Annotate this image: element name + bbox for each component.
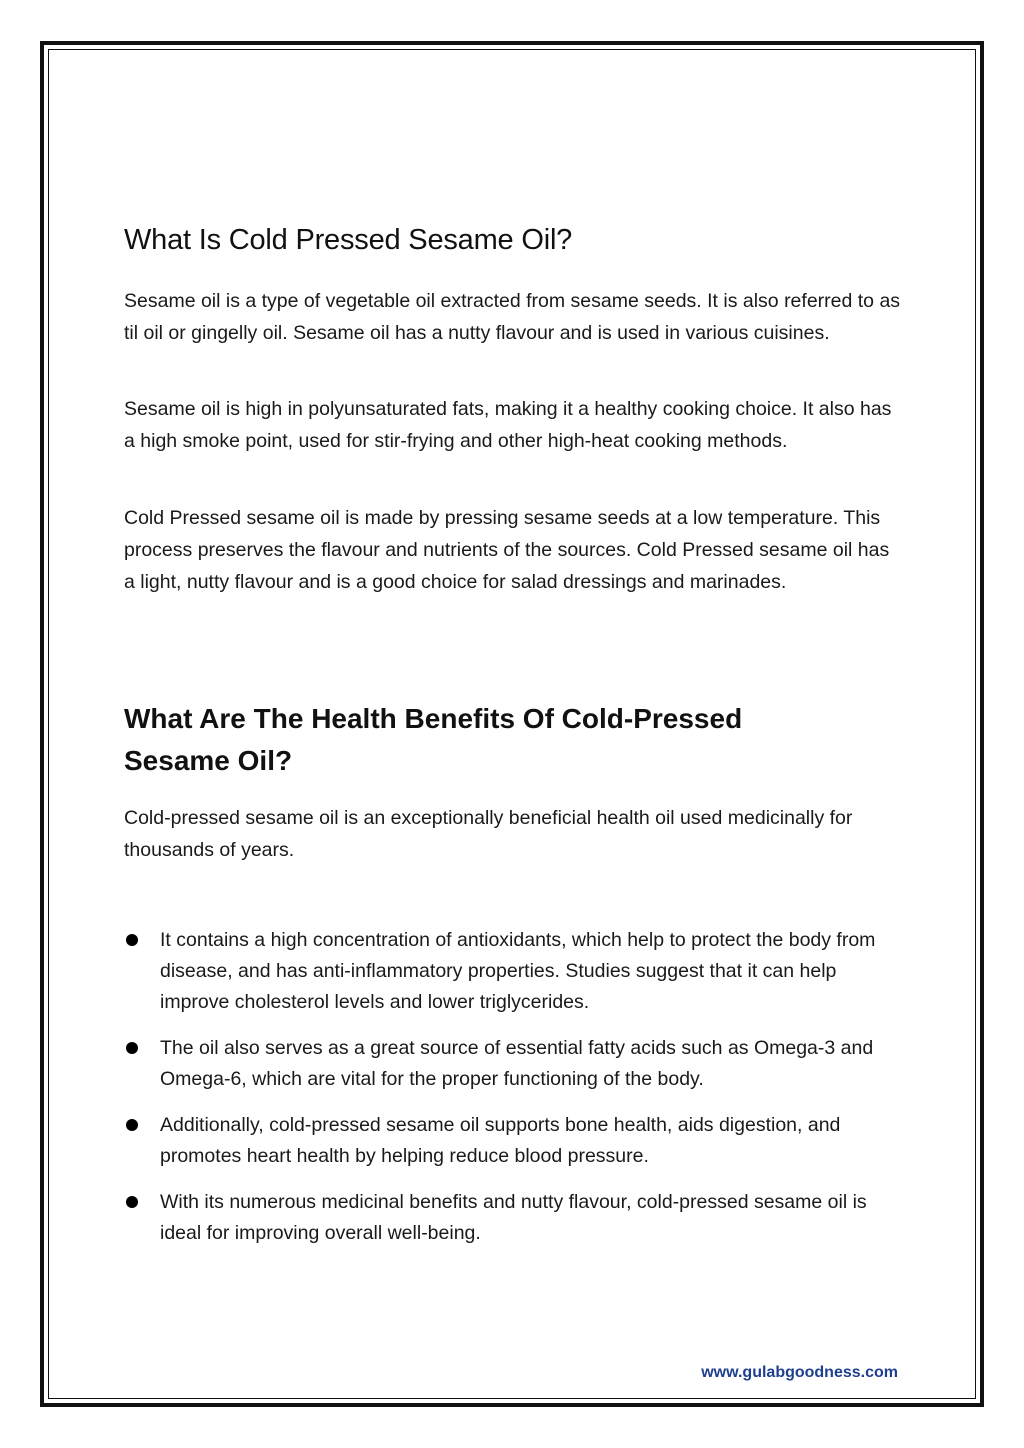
list-item: [124, 1033, 904, 1095]
paragraph-intro: Sesame oil is a type of vegetable oil extracted from sesame seeds. It is also referred to as til oil or gingelly oil. Sesame oil has a nutty flavour and is used in various cuisines.: [124, 290, 901, 344]
list-item: [124, 1110, 904, 1172]
list-item-text: With its numerous medicinal benefits and nutty flavour, cold-pressed sesame oil is ideal for improving overall well-being.: [160, 1191, 867, 1244]
bullet-icon: [126, 1196, 138, 1208]
bullet-icon: [126, 934, 138, 946]
list-item: [124, 925, 904, 1018]
paragraph-polyunsaturated: Sesame oil is high in polyunsaturated fats, making it a healthy cooking choice. It also has a high smoke point, used for stir-frying and other high-heat cooking methods.: [124, 398, 892, 452]
list-item-text: The oil also serves as a great source of essential fatty acids such as Omega-3 and Omega-6, which are vital for the proper functioning of the body.: [160, 1037, 874, 1090]
list-item-text: Additionally, cold-pressed sesame oil supports bone health, aids digestion, and promotes heart health by helping reduce blood pressure.: [160, 1114, 841, 1167]
paragraph-benefits-intro: Cold-pressed sesame oil is an exceptionally beneficial health oil used medicinally for thousands of years.: [124, 807, 853, 861]
paragraph-cold-pressed: Cold Pressed sesame oil is made by pressing sesame seeds at a low temperature. This process preserves the flavour and nutrients of the sources. Cold Pressed sesame oil has a light, nutty flavour and is a good choice for salad dressings and marinades.: [124, 507, 890, 593]
bullet-icon: [126, 1042, 138, 1054]
list-item-text: It contains a high concentration of antioxidants, which help to protect the body from disease, and has anti-inflammatory properties. Studies suggest that it can help improve cholesterol levels and lower triglycerides.: [160, 929, 876, 1013]
footer-website-link[interactable]: www.gulabgoodness.com: [701, 1364, 898, 1381]
bullet-icon: [126, 1119, 138, 1131]
section-heading-what-is: What Is Cold Pressed Sesame Oil?: [124, 224, 573, 256]
section-heading-health-benefits: What Are The Health Benefits Of Cold-Pressed Sesame Oil?: [124, 703, 743, 776]
list-item: [124, 1187, 904, 1249]
benefits-list: [124, 925, 904, 1264]
